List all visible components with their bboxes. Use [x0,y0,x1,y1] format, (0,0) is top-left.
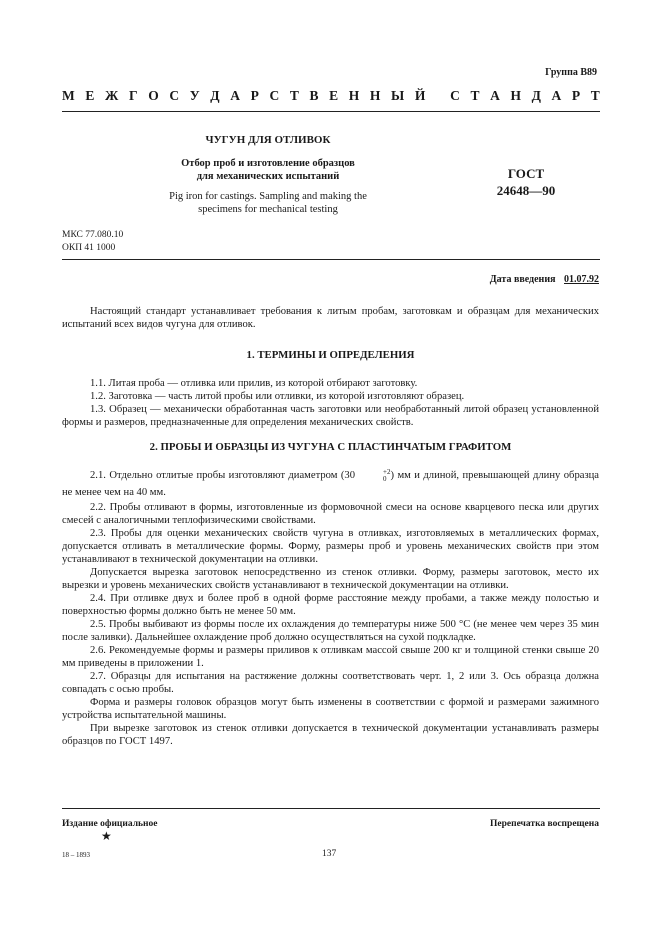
banner-letter: Н [369,88,381,103]
diameter-formula: (30 +2 0 ) [340,467,394,483]
banner-letter: А [551,88,562,103]
section-1-heading: 1. ТЕРМИНЫ И ОПРЕДЕЛЕНИЯ [246,349,415,361]
english-title [148,190,388,216]
paragraph-2-7b: Форма и размеры головок образцов могут быть изменены в соответствии с формой и размерами зажимного устройства испытательной машины. [62,697,599,721]
banner-letter: Р [571,88,581,103]
banner-letter [436,88,439,104]
document-subtitle [148,157,388,183]
banner-letter: А [230,88,240,103]
banner-letter: Е [329,88,339,103]
banner-letter: Г [129,88,138,103]
banner-letter: Д [210,88,220,103]
banner-letter: У [189,88,200,103]
subtitle-line-2: для механических испытаний [196,171,340,182]
banner-letter: Н [348,88,360,103]
banner-letter: Н [510,88,521,103]
introduction-date [490,274,599,285]
header-rule [62,111,600,112]
okp-code: ОКП 41 1000 [62,242,116,253]
banner-letter: В [309,88,319,103]
formula-lower: 0 [383,474,387,483]
banner-letter: А [490,88,500,103]
paragraph-1-2: 1.2. Заготовка — часть литой пробы или отливки, из которой изготовляют образец. [90,391,465,402]
formula-upper: +2 [383,467,391,476]
banner-letter: Т [289,88,299,103]
gost-number [478,165,574,199]
banner-letter: Й [414,88,426,103]
banner-letter: Т [470,88,480,103]
intro-paragraph [62,305,599,331]
document-title: ЧУГУН ДЛЯ ОТЛИВОК [205,134,331,146]
reprint-prohibited-note: Перепечатка воспрещена [489,819,599,829]
banner-letter: С [169,88,180,103]
paragraph-2-2: 2.2. Пробы отливают в формы, изготовленные из формовочной смеси на основе кварцевого песка или других смесей с аналогичными теплофизическими свойствами. [62,502,599,526]
group-code: Группа В89 [545,67,597,78]
standard-banner [62,88,600,104]
official-edition-note: Издание официальное [62,819,158,829]
paragraph-2-6: 2.6. Рекомендуемые формы и размеры приливов к отливкам массой свыше 200 кг и толщиной стенки свыше 20 мм приведены в приложении 1. [62,645,599,669]
codes-rule [62,259,600,260]
paragraph-2-5: 2.5. Пробы выбивают из формы после их охлаждения до температуры ниже 500 °С (не менее чем через 35 мин после заливки). Дальнейшее охлаждение проб должно осуществляться на сухой подкладке. [62,619,599,643]
intro-date-label: Дата введения [489,274,556,285]
intro-date-value: 01.07.92 [564,274,599,285]
banner-letter: Т [590,88,600,103]
banner-letter: Д [531,88,541,103]
print-code: 18 – 1893 [62,851,90,859]
star-icon: ★ [101,829,112,843]
paragraph-2-7c: При вырезке заготовок из стенок отливки допускается в технической документации устанавливать размеры образцов по ГОСТ 1497. [62,723,599,747]
english-title-line-2: specimens for mechanical testing [198,204,338,215]
section-2-body [62,467,599,748]
paragraph-2-4: 2.4. При отливке двух и более проб в одной форме расстояние между пробами, а также между полостью и поверхностью формы должно быть не менее 50 мм. [62,593,599,617]
paragraph-2-3b: Допускается вырезка заготовок непосредственно из стенок отливки. Форму, размеры заготовок, место их вырезки и уровень механических свойств устанавливают в технической документации на отливки. [62,567,599,591]
banner-letter: Р [250,88,259,103]
paragraph-2-1-end: мм и длиной, превышающей длину образца не менее чем на 40 мм. [62,470,600,498]
page-number: 137 [322,849,337,859]
paragraph-1-3: 1.3. Образец — механически обработанная часть заготовки или необработанный литой образец установленной формы и размеров, предназначенные для определения механических свойств. [62,404,599,428]
banner-letter: Е [85,88,95,103]
banner-letter: Ж [105,88,119,103]
banner-letter: М [62,88,75,103]
classification-codes [62,229,123,254]
banner-letter: С [269,88,280,103]
gost-label: ГОСТ [507,166,545,181]
subtitle-line-1: Отбор проб и изготовление образцов [181,158,355,169]
paragraph-2-1 [62,467,599,501]
section-1-body [62,377,599,429]
paragraph-2-7: 2.7. Образцы для испытания на растяжение должны соответствовать черт. 1, 2 или 3. Ось образца должна совпадать с осью пробы. [62,671,599,695]
banner-letter: Ы [391,88,405,103]
intro-text: Настоящий стандарт устанавливает требования к литым пробам, заготовкам и образцам для механических испытаний всех видов чугуна для отливок. [62,306,599,330]
english-title-line-1: Pig iron for castings. Sampling and making the [169,191,367,202]
footer-rule [62,808,600,809]
gost-code: 24648—90 [496,183,556,198]
banner-letter: С [450,88,460,103]
paragraph-2-1-start: 2.1. Отдельно отлитые пробы изготовляют диаметром [90,470,338,481]
section-2-heading: 2. ПРОБЫ И ОБРАЗЦЫ ИЗ ЧУГУНА С ПЛАСТИНЧАТЫМ ГРАФИТОМ [149,441,512,453]
paragraph-1-1: 1.1. Литая проба — отливка или прилив, из которой отбирают заготовку. [90,378,418,389]
banner-letter: О [148,88,159,103]
formula-base: 30 [344,470,356,481]
mks-code: МКС 77.080.10 [62,230,124,240]
paragraph-2-3: 2.3. Пробы для оценки механических свойств чугуна в отливках, изготовляемых в металлических формах, допускается отливать в металлические формы. Форму, размеры проб и уровень механических свойств при этом устанавливают в технической документации на отливки. [62,528,599,565]
